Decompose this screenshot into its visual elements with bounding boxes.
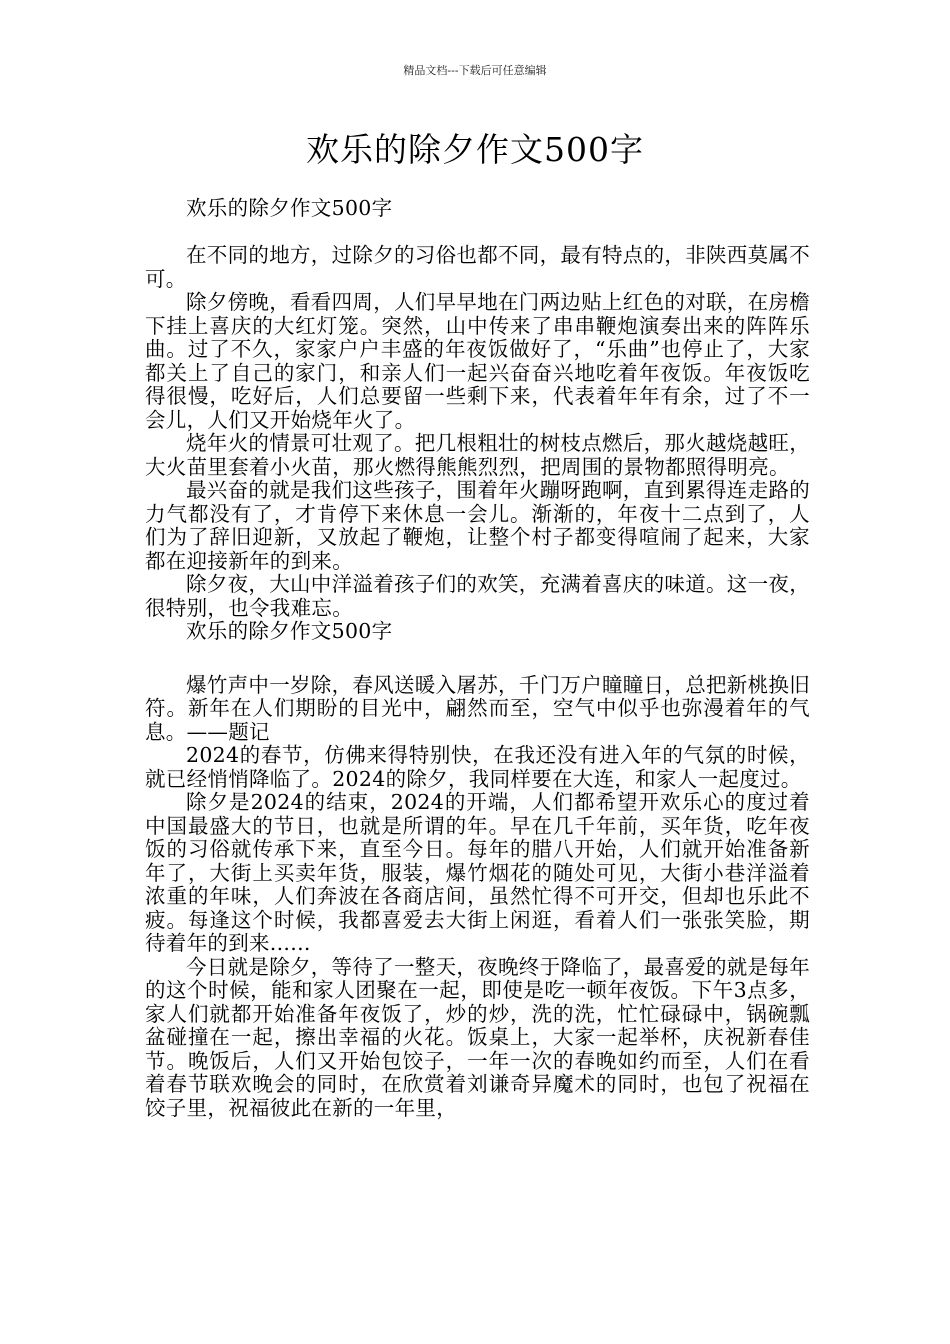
blank-line — [145, 644, 810, 674]
document-title: 欢乐的除夕作文500字 — [306, 130, 644, 169]
body-paragraph: 除夕是2024的结束，2024的开端，人们都希望开欢乐心的度过着中国最盛大的节日，也就是所谓的年。早在几千年前，买年货，吃年夜饭的习俗就传承下来，直至今日。每年的腊八开始，人们就开始准备新年了，大街上买卖年货，服装，爆竹烟花的随处可见，大街小巷洋溢着浓重的年味，人们奔波在各商店间，虽然忙得不可开交，但却也乐此不疲。每逢这个时候，我都喜爱去大街上闲逛，看着人们一张张笑脸，期待着年的到来...... — [145, 790, 810, 955]
blank-line — [145, 221, 810, 245]
body-paragraph: 烧年火的情景可壮观了。把几根粗壮的树枝点燃后，那火越烧越旺，大火苗里套着小火苗，那火燃得熊熊烈烈，把周围的景物都照得明亮。 — [145, 431, 810, 479]
body-paragraph: 2024的春节，仿佛来得特别快，在我还没有进入年的气氛的时候，就已经悄悄降临了。2024的除夕，我同样要在大连，和家人一起度过。 — [145, 743, 810, 791]
body-paragraph: 除夕夜，大山中洋溢着孩子们的欢笑，充满着喜庆的味道。这一夜，很特别，也令我难忘。 — [145, 572, 810, 620]
page-header: 精品文档---下载后可任意编辑 — [403, 64, 547, 77]
subtitle-paragraph: 欢乐的除夕作文500字 — [186, 196, 393, 220]
body-paragraph: 除夕傍晚，看看四周，人们早早地在门两边贴上红色的对联，在房檐下挂上喜庆的大红灯笼。突然，山中传来了串串鞭炮演奏出来的阵阵乐曲。过了不久，家家户户丰盛的年夜饭做好了，“乐曲”也停止了，大家都关上了自己的家门，和亲人们一起兴奋奋兴地吃着年夜饭。年夜饭吃得很慢，吃好后，人们总要留一些剩下来，代表着年年有余，过了不一会儿，人们又开始烧年火了。 — [145, 290, 810, 432]
body-paragraph: 爆竹声中一岁除，春风送暖入屠苏，千门万户瞳瞳日，总把新桃换旧符。新年在人们期盼的目光中，翩然而至，空气中似乎也弥漫着年的气息。——题记 — [145, 672, 810, 744]
body-paragraph: 今日就是除夕，等待了一整天，夜晚终于降临了，最喜爱的就是每年的这个时候，能和家人团聚在一起，即使是吃一顿年夜饭。下午3点多，家人们就都开始准备年夜饭了，炒的炒，洗的洗，忙忙碌碌中，锅碗瓢盆碰撞在一起，擦出幸福的火花。饭桌上，大家一起举杯，庆祝新春佳节。晚饭后，人们又开始包饺子，一年一次的春晚如约而至，人们在看着春节联欢晚会的同时，在欣赏着刘谦奇异魔术的同时，也包了祝福在饺子里，祝福彼此在新的一年里， — [145, 954, 810, 1120]
section-heading: 欢乐的除夕作文500字 — [186, 619, 393, 643]
body-paragraph: 最兴奋的就是我们这些孩子，围着年火蹦呀跑啊，直到累得连走路的力气都没有了，才肯停下来休息一会儿。渐渐的，年夜十二点到了，人们为了辞旧迎新，又放起了鞭炮，让整个村子都变得喧闹了起来，大家都在迎接新年的到来。 — [145, 478, 810, 573]
body-paragraph: 在不同的地方，过除夕的习俗也都不同，最有特点的，非陕西莫属不可。 — [145, 243, 810, 291]
document-body — [145, 197, 810, 1120]
